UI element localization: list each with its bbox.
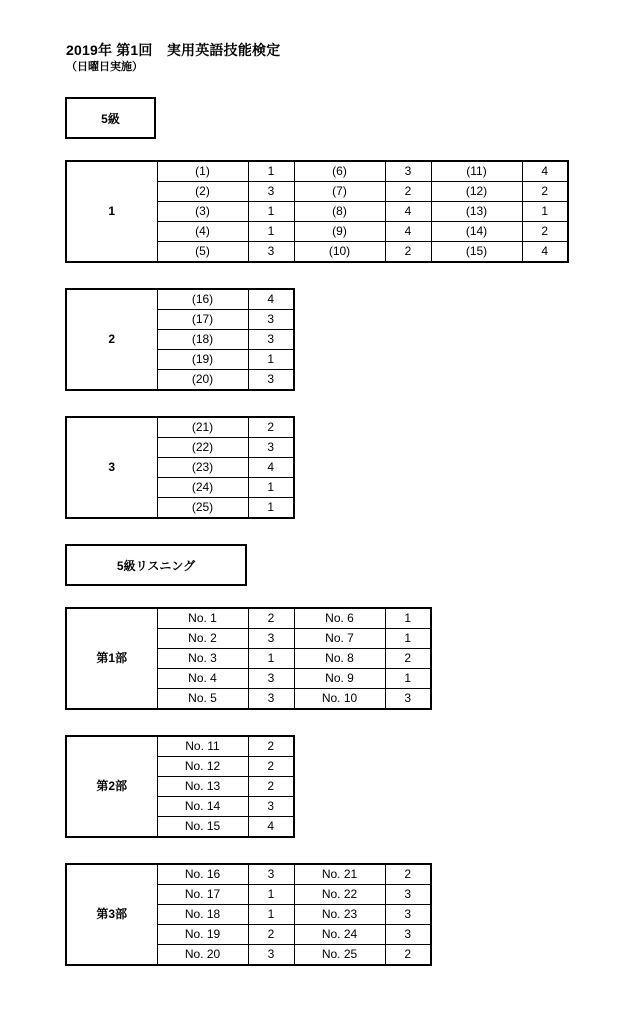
- answer-value: 3: [385, 161, 431, 182]
- answer-value: 3: [248, 330, 294, 350]
- answer-value: 3: [248, 629, 294, 649]
- question-number: (9): [294, 222, 385, 242]
- answer-value: 2: [385, 242, 431, 263]
- answer-value: 1: [522, 202, 568, 222]
- question-number: No. 15: [157, 817, 248, 838]
- question-number: (22): [157, 438, 248, 458]
- answer-value: 2: [248, 736, 294, 757]
- answer-value: 2: [248, 608, 294, 629]
- answer-value: 2: [522, 182, 568, 202]
- answer-table-written-1: [65, 160, 569, 263]
- question-number: No. 20: [157, 945, 248, 966]
- answer-table-written-2: [65, 288, 295, 391]
- question-number: No. 5: [157, 689, 248, 710]
- question-number: (4): [157, 222, 248, 242]
- answer-value: 1: [248, 202, 294, 222]
- question-number: No. 4: [157, 669, 248, 689]
- question-group-label: 第1部: [66, 608, 157, 709]
- answer-value: 1: [385, 608, 431, 629]
- answer-value: 3: [248, 182, 294, 202]
- answer-value: 1: [248, 905, 294, 925]
- answer-value: 2: [248, 417, 294, 438]
- answer-value: 4: [522, 242, 568, 263]
- table-row: [66, 289, 294, 310]
- answer-value: 2: [248, 925, 294, 945]
- question-number: No. 8: [294, 649, 385, 669]
- answer-value: 1: [248, 885, 294, 905]
- question-number: No. 19: [157, 925, 248, 945]
- question-number: No. 1: [157, 608, 248, 629]
- answer-value: 3: [248, 242, 294, 263]
- answer-value: 1: [248, 478, 294, 498]
- answer-value: 3: [248, 438, 294, 458]
- question-number: (1): [157, 161, 248, 182]
- question-number: (2): [157, 182, 248, 202]
- section-label-written: 5級: [65, 97, 156, 139]
- answer-table-listening-3: [65, 863, 432, 966]
- question-number: No. 3: [157, 649, 248, 669]
- question-number: (21): [157, 417, 248, 438]
- table-row: [66, 608, 431, 629]
- question-number: No. 16: [157, 864, 248, 885]
- answer-value: 2: [385, 945, 431, 966]
- answer-value: 1: [248, 161, 294, 182]
- question-group-label: 3: [66, 417, 157, 518]
- question-group-label: 第2部: [66, 736, 157, 837]
- question-number: (3): [157, 202, 248, 222]
- question-number: (16): [157, 289, 248, 310]
- answer-value: 4: [385, 202, 431, 222]
- question-number: (20): [157, 370, 248, 391]
- question-number: No. 24: [294, 925, 385, 945]
- question-number: No. 11: [157, 736, 248, 757]
- question-number: No. 17: [157, 885, 248, 905]
- page-subtitle: （日曜日実施）: [66, 61, 143, 73]
- answer-table-listening-1: [65, 607, 432, 710]
- answer-value: 1: [248, 350, 294, 370]
- table-row: [66, 864, 431, 885]
- question-number: (6): [294, 161, 385, 182]
- answer-value: 2: [248, 777, 294, 797]
- question-number: No. 10: [294, 689, 385, 710]
- question-number: (8): [294, 202, 385, 222]
- question-group-label: 2: [66, 289, 157, 390]
- question-number: No. 6: [294, 608, 385, 629]
- question-number: (19): [157, 350, 248, 370]
- question-number: No. 12: [157, 757, 248, 777]
- page-title: 2019年 第1回 実用英語技能検定: [66, 42, 281, 58]
- answer-value: 1: [248, 498, 294, 519]
- question-number: (5): [157, 242, 248, 263]
- question-number: (7): [294, 182, 385, 202]
- question-number: (17): [157, 310, 248, 330]
- answer-value: 3: [385, 925, 431, 945]
- question-number: No. 9: [294, 669, 385, 689]
- question-group-label: 1: [66, 161, 157, 262]
- table-row: [66, 161, 568, 182]
- answer-value: 3: [248, 669, 294, 689]
- answer-value: 3: [248, 797, 294, 817]
- answer-value: 3: [248, 945, 294, 966]
- question-number: No. 22: [294, 885, 385, 905]
- table-row: [66, 736, 294, 757]
- answer-value: 2: [385, 864, 431, 885]
- answer-value: 2: [385, 649, 431, 669]
- answer-value: 4: [248, 817, 294, 838]
- question-number: No. 7: [294, 629, 385, 649]
- answer-value: 3: [385, 689, 431, 710]
- question-group-label: 第3部: [66, 864, 157, 965]
- answer-value: 1: [248, 649, 294, 669]
- answer-value: 2: [522, 222, 568, 242]
- answer-value: 2: [385, 182, 431, 202]
- answer-table-listening-2: [65, 735, 295, 838]
- answer-value: 2: [248, 757, 294, 777]
- table-row: [66, 417, 294, 438]
- answer-value: 3: [385, 885, 431, 905]
- answer-value: 3: [248, 864, 294, 885]
- question-number: (11): [431, 161, 522, 182]
- answer-value: 4: [385, 222, 431, 242]
- question-number: (10): [294, 242, 385, 263]
- answer-value: 3: [385, 905, 431, 925]
- question-number: No. 13: [157, 777, 248, 797]
- question-number: No. 21: [294, 864, 385, 885]
- question-number: (13): [431, 202, 522, 222]
- answer-value: 1: [385, 669, 431, 689]
- question-number: No. 25: [294, 945, 385, 966]
- answer-value: 1: [248, 222, 294, 242]
- answer-value: 3: [248, 310, 294, 330]
- question-number: (14): [431, 222, 522, 242]
- section-label-listening: 5級リスニング: [65, 544, 247, 586]
- question-number: (18): [157, 330, 248, 350]
- question-number: No. 14: [157, 797, 248, 817]
- question-number: (23): [157, 458, 248, 478]
- question-number: (12): [431, 182, 522, 202]
- question-number: No. 2: [157, 629, 248, 649]
- answer-value: 1: [385, 629, 431, 649]
- answer-value: 3: [248, 370, 294, 391]
- question-number: No. 23: [294, 905, 385, 925]
- answer-value: 3: [248, 689, 294, 710]
- answer-value: 4: [522, 161, 568, 182]
- question-number: (25): [157, 498, 248, 519]
- question-number: (24): [157, 478, 248, 498]
- question-number: (15): [431, 242, 522, 263]
- answer-value: 4: [248, 289, 294, 310]
- answer-value: 4: [248, 458, 294, 478]
- question-number: No. 18: [157, 905, 248, 925]
- answer-table-written-3: [65, 416, 295, 519]
